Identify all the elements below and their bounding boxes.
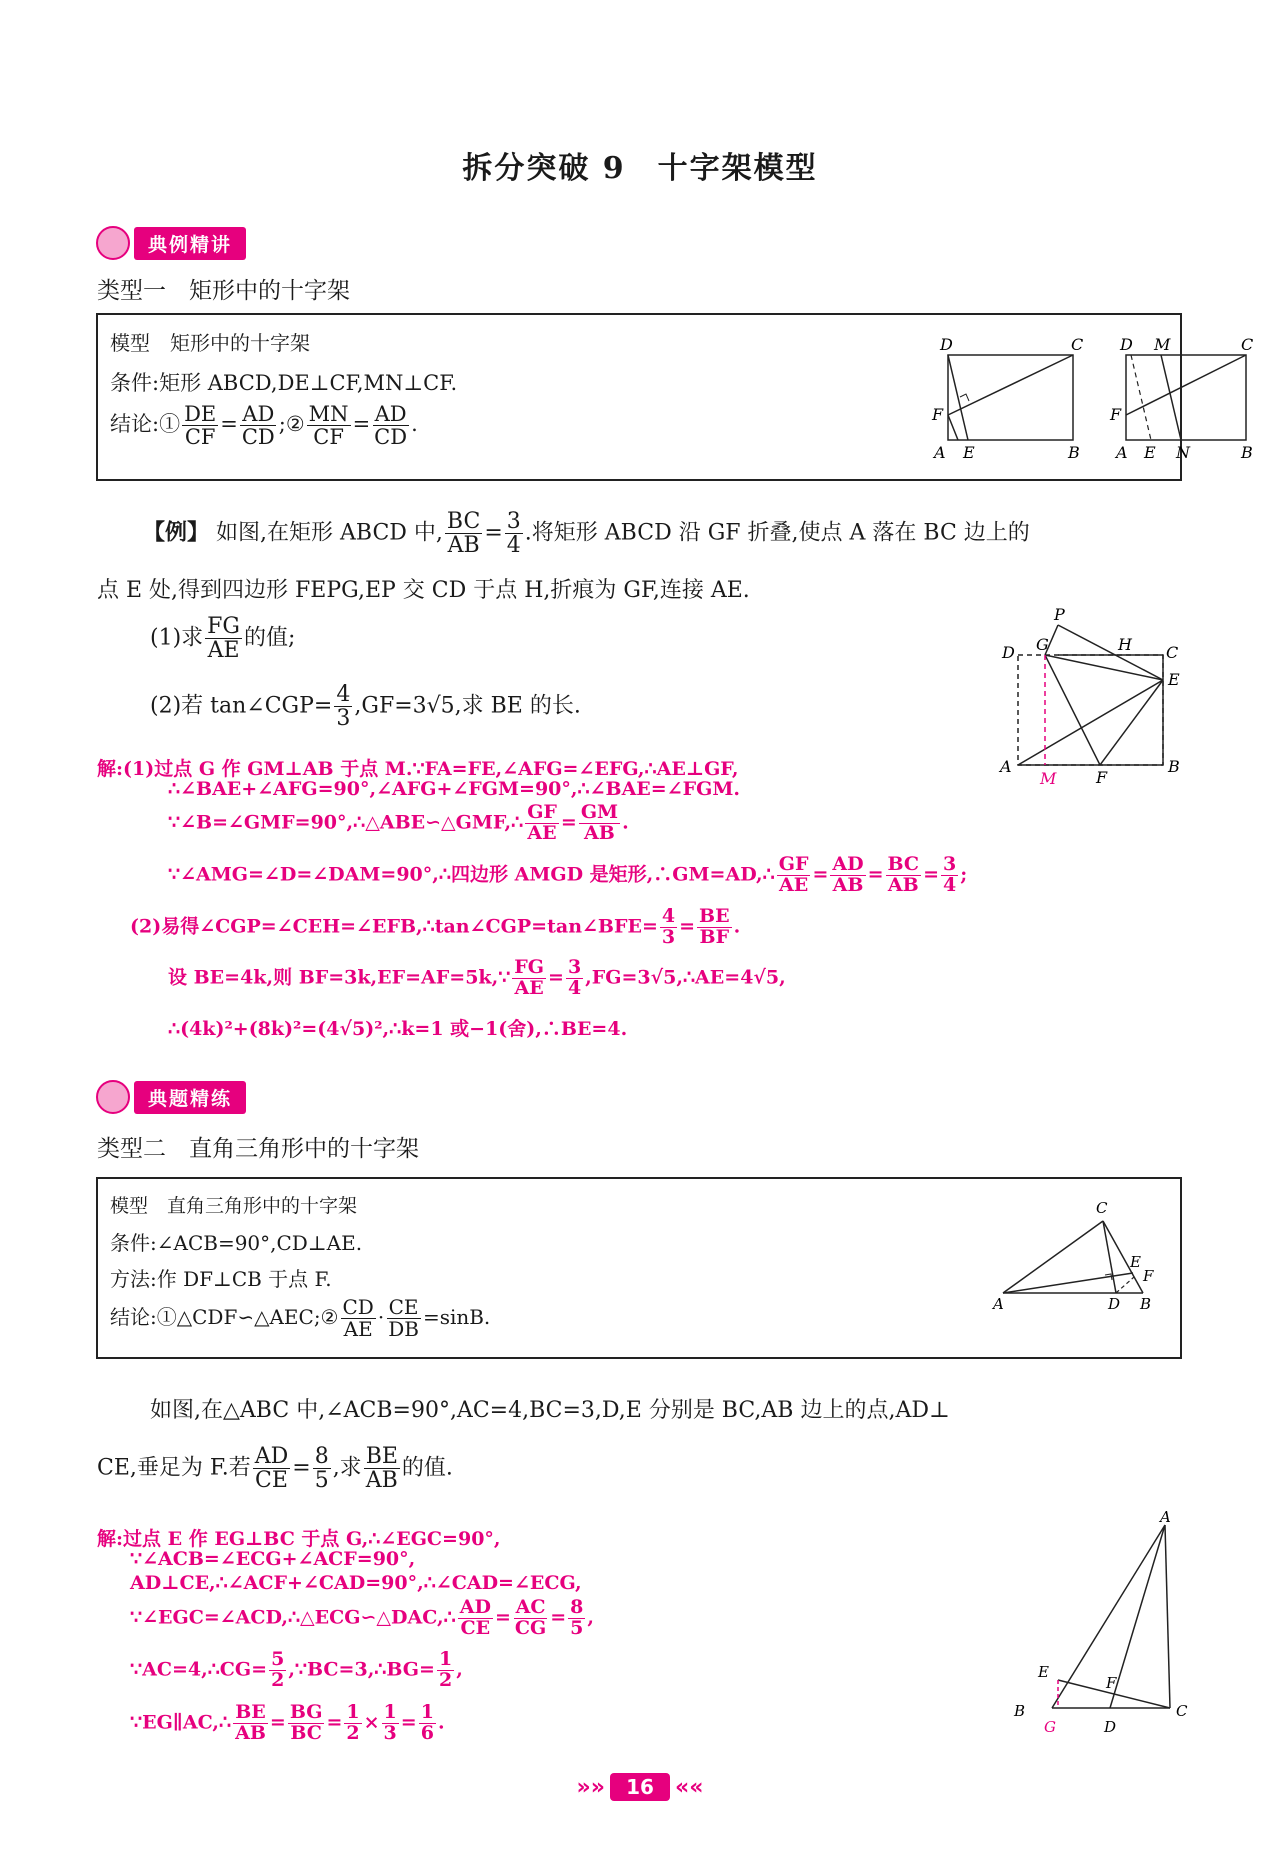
mascot-icon xyxy=(96,226,130,260)
figure-rectangle-2 xyxy=(1016,335,1254,465)
svg-text:F: F xyxy=(932,405,944,424)
svg-text:P: P xyxy=(1054,605,1065,624)
svg-text:A: A xyxy=(1160,1508,1171,1526)
svg-text:B: B xyxy=(1014,1702,1026,1720)
svg-text:F: F xyxy=(1143,1267,1154,1285)
figure-fold xyxy=(990,600,1190,790)
chevron-left-icon: «« xyxy=(675,1775,704,1800)
model-title: 模型 直角三角形中的十字架 xyxy=(110,1195,358,1217)
svg-text:M: M xyxy=(1040,769,1057,788)
svg-text:A: A xyxy=(1000,757,1012,776)
svg-text:F: F xyxy=(1096,768,1108,787)
svg-text:C: C xyxy=(1096,1199,1108,1217)
svg-text:N: N xyxy=(1176,443,1190,462)
example-line-1: 【例】 如图,在矩形 ABCD 中, $\frac{BC}{AB}$ = $\frac{3}{4}$ .将矩形 ABCD 沿 GF 折叠,使点 A 落在 BC 边上的 xyxy=(143,509,1030,559)
mascot-icon xyxy=(96,1080,130,1114)
solution1-line-2: ∴∠BAE+∠AFG=90°,∠AFG+∠FGM=90°,∴∠BAE=∠FGM. xyxy=(168,778,740,800)
svg-text:C: C xyxy=(1071,335,1084,354)
page-title: 拆分突破 9 十字架模型 xyxy=(462,151,818,186)
example-line-2: 点 E 处,得到四边形 FEPG,EP 交 CD 于点 H,折痕为 GF,连接 AE. xyxy=(97,578,750,603)
model-box-rectangle xyxy=(96,313,1254,481)
figure-triangle-1 xyxy=(988,1191,1168,1311)
svg-text:E: E xyxy=(963,443,975,462)
solution2-line-4: ∵∠EGC=∠ACD,∴△ECG∽△DAC,∴ $\frac{AD}{CE}$ = $\frac{AC}{CG}$ = $\frac{8}{5}$ , xyxy=(130,1596,595,1639)
solution1-line-1: 解:(1)过点 G 作 GM⊥AB 于点 M.∵FA=FE,∠AFG=∠EFG,∴AE⊥GF, xyxy=(97,758,739,780)
svg-text:E: E xyxy=(1038,1663,1049,1681)
svg-text:D: D xyxy=(1120,335,1133,354)
svg-text:E: E xyxy=(1144,443,1156,462)
solution1-line-6: 设 BE=4k,则 BF=3k,EF=AF=5k,∵ $\frac{FG}{AE}$ = $\frac{3}{4}$ ,FG=3√5,∴AE=4√5, xyxy=(168,956,786,999)
practice-line-2: CE,垂足为 F.若 $\frac{AD}{CE}$ = $\frac{8}{5}$ ,求 $\frac{BE}{AB}$ 的值. xyxy=(97,1444,453,1494)
practice-badge xyxy=(96,1080,246,1114)
svg-text:C: C xyxy=(1176,1702,1188,1720)
svg-text:F: F xyxy=(1106,1674,1117,1692)
svg-text:F: F xyxy=(1110,405,1122,424)
svg-text:H: H xyxy=(1118,635,1132,654)
solution1-line-5: (2)易得∠CGP=∠CEH=∠EFB,∴tan∠CGP=tan∠BFE= $\frac{4}{3}$ = $\frac{BE}{BF}$ . xyxy=(130,905,741,948)
svg-text:D: D xyxy=(1002,643,1015,662)
solution1-line-3: ∵∠B=∠GMF=90°,∴△ABE∽△GMF,∴ $\frac{GF}{AE}$ = $\frac{GM}{AB}$ . xyxy=(168,801,629,844)
page-number xyxy=(0,1773,1280,1801)
svg-text:D: D xyxy=(1108,1295,1121,1313)
svg-text:E: E xyxy=(1130,1253,1141,1271)
section1-heading: 类型一 矩形中的十字架 xyxy=(97,278,350,304)
svg-text:B: B xyxy=(1241,443,1253,462)
solution1-line-7: ∴(4k)²+(8k)²=(4√5)²,∴k=1 或−1(舍),∴BE=4. xyxy=(168,1018,628,1040)
svg-text:B: B xyxy=(1168,757,1180,776)
solution2-line-3: AD⊥CE,∴∠ACF+∠CAD=90°,∴∠CAD=∠ECG, xyxy=(130,1572,582,1594)
model-title: 模型 矩形中的十字架 xyxy=(110,331,310,355)
svg-text:E: E xyxy=(1168,670,1180,689)
solution1-line-4: ∵∠AMG=∠D=∠DAM=90°,∴四边形 AMGD 是矩形,∴GM=AD,∴ $\frac{GF}{AE}$ = $\frac{AD}{AB}$ = $\frac{BC}{AB}$ = $\frac{3}{4}$ ; xyxy=(168,853,968,896)
model-condition: 条件:矩形 ABCD,DE⊥CF,MN⊥CF. xyxy=(110,371,458,395)
practice-line-1: 如图,在△ABC 中,∠ACB=90°,AC=4,BC=3,D,E 分别是 BC,AB 边上的点,AD⊥ xyxy=(150,1398,950,1423)
svg-text:C: C xyxy=(1241,335,1254,354)
svg-text:D: D xyxy=(940,335,953,354)
model-method: 方法:作 DF⊥CB 于点 F. xyxy=(110,1267,332,1291)
svg-text:C: C xyxy=(1166,643,1179,662)
section2-heading: 类型二 直角三角形中的十字架 xyxy=(97,1136,419,1162)
badge-label: 典例精讲 xyxy=(134,227,246,260)
model-conclusion: 结论:①△CDF∽△AEC;② $\frac{CD}{AE}$ · $\frac{CE}{DB}$ =sinB. xyxy=(110,1295,491,1341)
svg-text:G: G xyxy=(1036,635,1049,654)
solution2-line-2: ∵∠ACB=∠ECG+∠ACF=90°, xyxy=(130,1548,416,1570)
svg-text:A: A xyxy=(1116,443,1128,462)
page-number-label: 16 xyxy=(610,1773,670,1801)
solution2-line-1: 解:过点 E 作 EG⊥BC 于点 G,∴∠EGC=90°, xyxy=(97,1528,501,1550)
solution2-line-6: ∵EG∥AC,∴ $\frac{BE}{AB}$ = $\frac{BG}{BC}$ = $\frac{1}{2}$ × $\frac{1}{3}$ = $\frac{1}{6}$ . xyxy=(130,1701,445,1744)
svg-text:M: M xyxy=(1154,335,1171,354)
solution2-line-5: ∵AC=4,∴CG= $\frac{5}{2}$ ,∵BC=3,∴BG= $\frac{1}{2}$ , xyxy=(130,1648,463,1691)
model-conclusion: 结论:① $\frac{DE}{CF}$ = $\frac{AD}{CD}$ ;② $\frac{MN}{CF}$ = $\frac{AD}{CD}$ . xyxy=(110,402,418,450)
question-1: (1)求 $\frac{FG}{AE}$ 的值; xyxy=(150,614,296,664)
question-2: (2)若 tan∠CGP= $\frac{4}{3}$ ,GF=3√5,求 BE 的长. xyxy=(150,682,581,732)
svg-text:D: D xyxy=(1104,1718,1117,1736)
svg-text:B: B xyxy=(1068,443,1080,462)
model-condition: 条件:∠ACB=90°,CD⊥AE. xyxy=(110,1231,363,1255)
badge-label: 典题精练 xyxy=(134,1081,246,1114)
svg-text:A: A xyxy=(934,443,946,462)
example-badge xyxy=(96,226,246,260)
svg-text:G: G xyxy=(1044,1718,1056,1736)
svg-text:A: A xyxy=(993,1295,1004,1313)
figure-triangle-2 xyxy=(1000,1510,1200,1745)
svg-text:B: B xyxy=(1140,1295,1152,1313)
model-box-triangle xyxy=(96,1177,1182,1359)
chevron-right-icon: »» xyxy=(576,1775,605,1800)
